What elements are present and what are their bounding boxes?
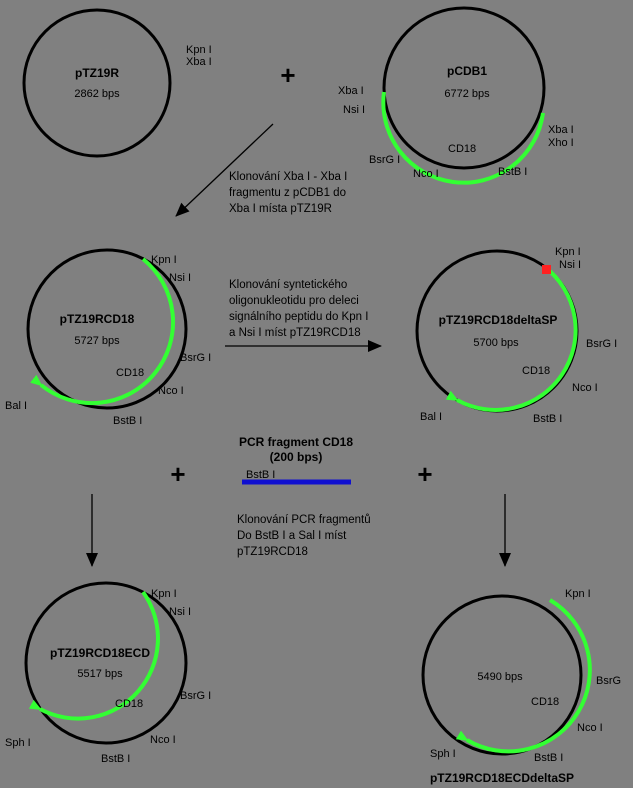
site-label: Nco I [572,382,598,394]
site-label: BstB I [498,166,528,178]
site-label: Sph I [430,748,456,760]
site-label: Kpn I [151,254,177,266]
plasmid-pCDB1 [338,8,574,183]
site-label: Nco I [158,385,184,397]
plasmid-pTZ19R [24,10,212,156]
site-label: Bal I [420,411,443,423]
insert-label: CD18 [448,143,477,155]
site-label: BsrG [596,675,622,687]
plus-sign: + [280,60,296,90]
insert-label: CD18 [116,367,145,379]
plasmid-pTZ19RCD18ECD [5,583,211,765]
plasmid-name: pTZ19RCD18deltaSP [438,313,558,327]
site-label: Sph I [5,737,31,749]
site-label: Nco I [577,722,603,734]
plasmid-size: 5490 bps [477,671,523,683]
site-label: Kpn I [555,246,581,258]
step2-line: a Nsi I míst pTZ19RCD18 [229,327,361,339]
step1-line: Xba I místa pTZ19R [229,203,332,215]
plus-sign: + [170,459,186,489]
step3-line: Klonování PCR fragmentů [237,514,371,526]
site-label: Kpn I [151,588,177,600]
plasmid-size: 2862 bps [74,88,120,100]
site-label: Nsi I [169,272,191,284]
site-label: BstB I [534,752,564,764]
site-label: Xba I [186,56,212,68]
plasmid-size: 5517 bps [77,668,123,680]
site-label: BstB I [101,753,131,765]
site-label: BsrG I [586,338,618,350]
site-label: Xba I [548,124,574,136]
step2-line: signálního peptidu do Kpn I [229,311,369,323]
step1-line: Klonování Xba I - Xba I [229,171,348,183]
site-label: Nco I [413,168,439,180]
plasmid-size: 5700 bps [473,337,519,349]
plasmid-pTZ19RCD18 [5,250,211,427]
site-label: Kpn I [565,588,591,600]
plasmid-pTZ19RCD18deltaSP [417,246,617,425]
site-label: Bal I [5,400,28,412]
site-label: Kpn I [186,44,212,56]
site-label: Nco I [150,734,176,746]
plasmid-name: pCDB1 [446,64,488,78]
site-label: Xba I [338,85,364,97]
insert-label: CD18 [531,696,560,708]
plasmid-size: 6772 bps [444,88,490,100]
plasmid-name: pTZ19R [74,66,120,80]
step3-line: pTZ19RCD18 [237,546,308,558]
site-label: BstB I [533,413,563,425]
site-label: BsrG I [180,690,212,702]
insert-label: CD18 [115,698,144,710]
site-label: BsrG I [369,154,401,166]
site-label: Xho I [548,137,574,149]
plus-sign: + [417,459,433,489]
pcr-title: PCR fragment CD18 [238,435,354,449]
step2-line: oligonukleotidu pro deleci [229,295,359,307]
plasmid-name: pTZ19RCD18ECDdeltaSP [429,771,575,785]
deletion-marker [542,265,551,274]
step3-line: Do BstB I a Sal I míst [237,530,347,542]
site-label: Nsi I [169,606,191,618]
plasmid-size: 5727 bps [74,335,120,347]
site-label: BsrG I [180,352,212,364]
plasmid-pTZ19RCD18ECDdeltaSP [423,588,621,785]
site-label: Nsi I [559,259,581,271]
step2-line: Klonování syntetického [229,279,348,291]
plasmid-name: pTZ19RCD18 [59,312,135,326]
pcr-site-label: BstB I [246,469,276,481]
insert-label: CD18 [522,365,551,377]
pcr-size: (200 bps) [269,450,323,464]
site-label: Nsi I [343,104,365,116]
step1-line: fragmentu z pCDB1 do [229,187,346,199]
site-label: BstB I [113,415,143,427]
plasmid-name: pTZ19RCD18ECD [49,646,151,660]
